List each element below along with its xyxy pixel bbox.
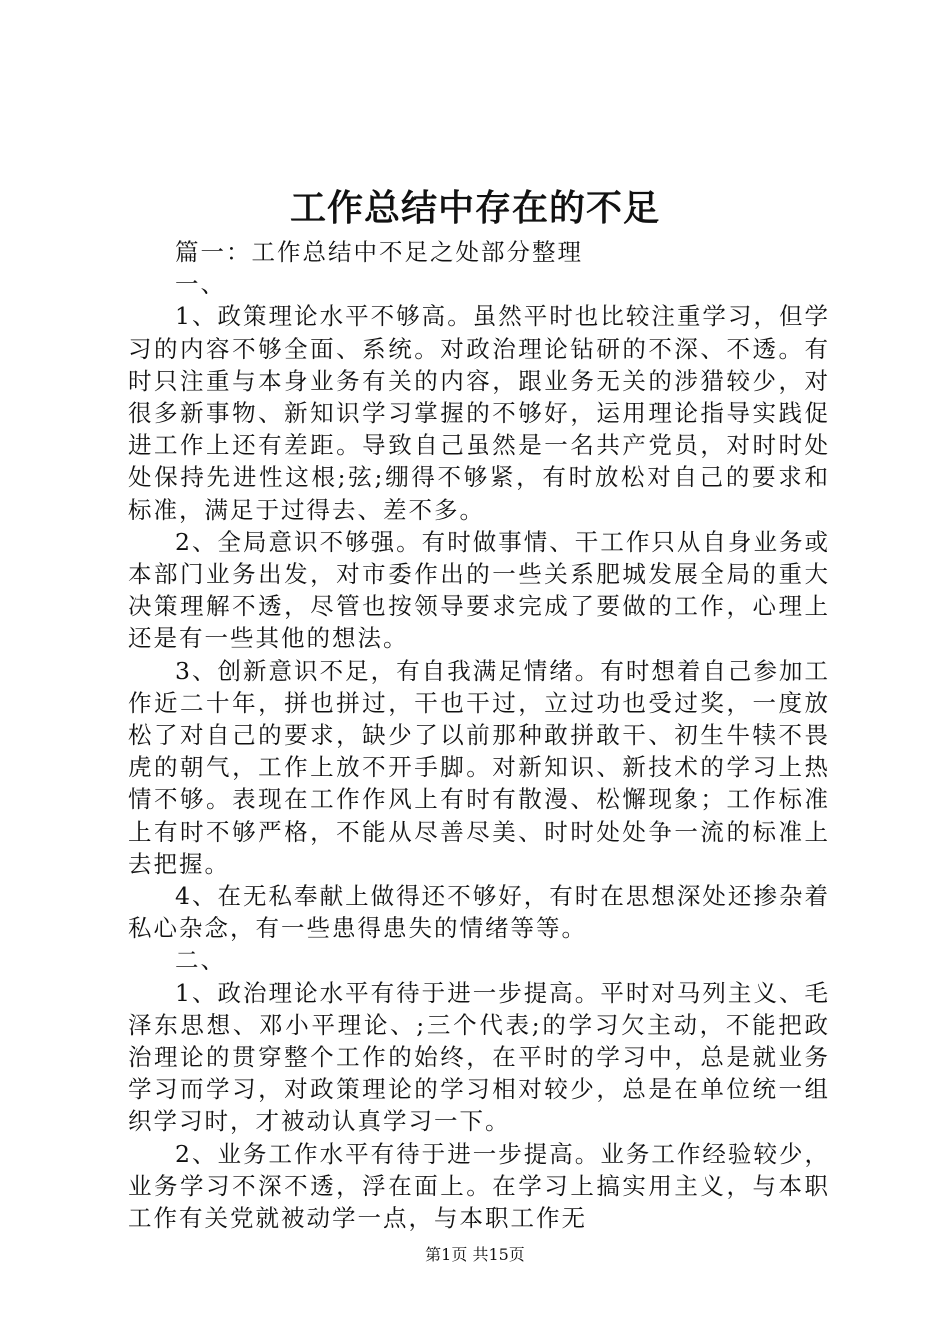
subsection-label: 一、 [175, 270, 226, 299]
body-paragraph: 1、政治理论水平有待于进一步提高。平时对马列主义、毛泽东思想、邓小平理论、;三个代表;的学习欠主动，不能把政治理论的贯穿整个工作的始终，在平时的学习中，总是就业务学习而学习，对政策理论的学习相对较少，总是在单位统一组织学习时，才被动认真学习一下。 [128, 978, 830, 1136]
page-number-footer: 第1页 共15页 [425, 1245, 525, 1264]
body-paragraph: 2、业务工作水平有待于进一步提高。业务工作经验较少，业务学习不深不透，浮在面上。在学习上搞实用主义，与本职工作有关党就被动学一点，与本职工作无 [128, 1139, 830, 1233]
document-title: 工作总结中存在的不足 [289, 187, 660, 229]
body-paragraph: 3、创新意识不足，有自我满足情绪。有时想着自己参加工作近二十年，拼也拼过，干也干过，立过功也受过奖，一度放松了对自己的要求，缺少了以前那种敢拼敢干、初生牛犊不畏虎的朝气，工作上放不开手脚。对新知识、新技术的学习上热情不够。表现在工作作风上有时有散漫、松懈现象；工作标准上有时不够严格，不能从尽善尽美、时时处处争一流的标准上去把握。 [128, 656, 830, 878]
section-heading: 篇一：工作总结中不足之处部分整理 [175, 238, 583, 266]
body-paragraph: 4、在无私奉献上做得还不够好，有时在思想深处还掺杂着私心杂念，有一些患得患失的情绪等等。 [128, 882, 830, 943]
document-body [128, 236, 830, 1234]
body-paragraph: 2、全局意识不够强。有时做事情、干工作只从自身业务或本部门业务出发，对市委作出的一些关系肥城发展全局的重大决策理解不透，尽管也按领导要求完成了要做的工作，心理上还是有一些其他的想法。 [128, 527, 830, 653]
body-paragraph: 1、政策理论水平不够高。虽然平时也比较注重学习，但学习的内容不够全面、系统。对政治理论钻研的不深、不透。有时只注重与本身业务有关的内容，跟业务无关的涉猎较少，对很多新事物、新知识学习掌握的不够好，运用理论指导实践促进工作上还有差距。导致自己虽然是一名共产党员，对时时处处保持先进性这根;弦;绷得不够紧，有时放松对自己的要求和标准，满足于过得去、差不多。 [128, 302, 830, 524]
subsection-label: 二、 [175, 946, 226, 975]
